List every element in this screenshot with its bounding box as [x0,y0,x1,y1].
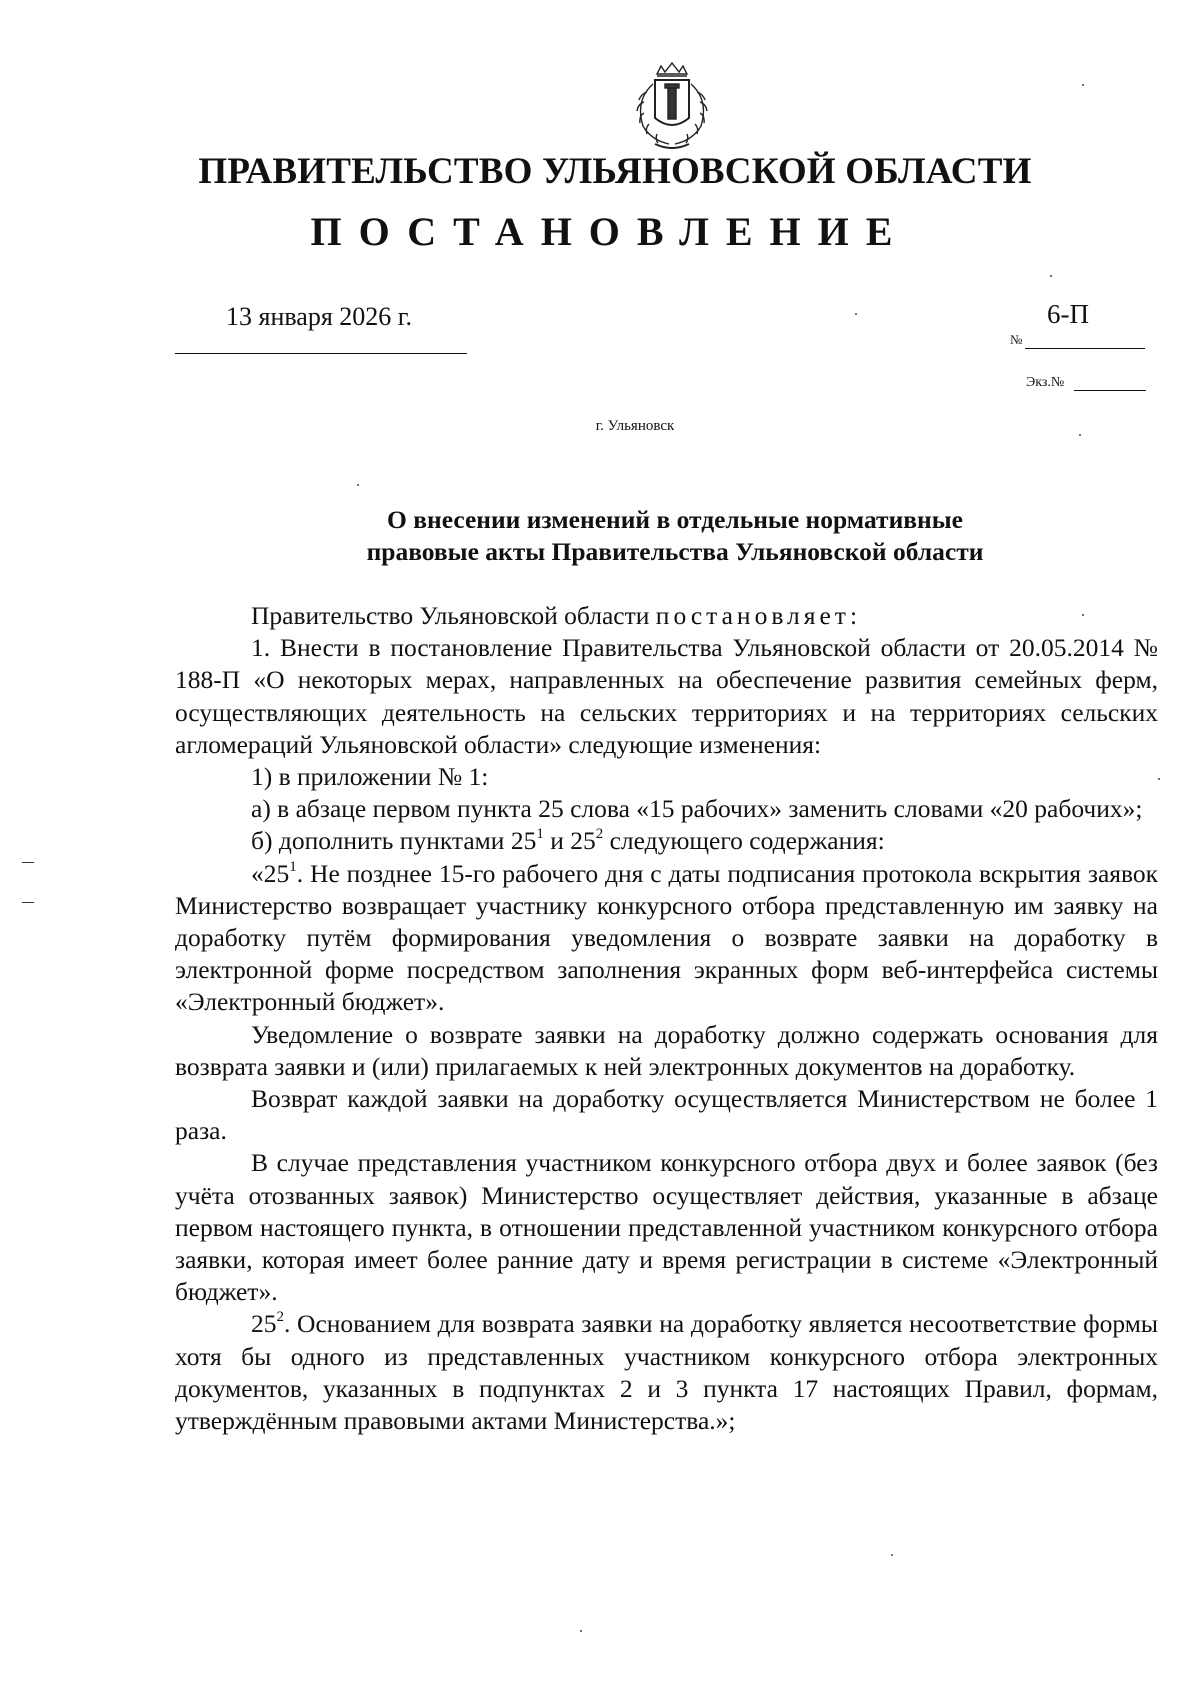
p5-text-a: «25 [251,858,290,888]
document-number: 6-П [1047,299,1089,329]
organization-title: ПРАВИТЕЛЬСТВО УЛЬЯНОВСКОЙ ОБЛАСТИ [198,151,1032,192]
margin-mark [22,902,34,903]
paragraph-1: 1. Внести в постановление Правительства Ульяновской области от 20.05.2014 № 188-П «О некоторых мерах, направленных на обеспечение развития семейных ферм, осуществляющих деятельность на сельских территориях и на территориях сельских агломераций Ульяновской области» следующие изменения: [175,633,1158,759]
paragraph-preamble [175,600,1158,632]
p9-text-b: . Основанием для возврата заявки на доработку является несоответствие формы хотя бы одного из представленных участником конкурсного отбора электронных документов, указанных в подпунктах 2 и 3 пункта 17 настоящих Правил, формам, утверждённым правовыми актами Министерства.»; [175,1309,1158,1436]
heading-line-1: О внесении изменений в отдельные нормативные [387,505,963,534]
scan-speck [891,1554,893,1556]
paragraph-3: а) в абзаце первом пункта 25 слова «15 рабочих» заменить словами «20 рабочих»; [251,794,1143,824]
p9-text-a: 25 [251,1309,277,1339]
p4-superscript-2: 2 [595,826,604,843]
copy-number-label: Экз.№ [1026,375,1065,390]
paragraph-2: 1) в приложении № 1: [251,762,489,792]
document-heading [175,504,1175,568]
number-underline [1025,348,1145,349]
scan-speck [1082,614,1084,616]
paragraph-8: В случае представления участником конкурсного отбора двух и более заявок (без учёта отозванных заявок) Министерство осуществляет действия, указанные в абзаце первом настоящего пункта, в отношении представленной участником конкурсного отбора заявки, которая имеет более ранние дату и время регистрации в системе «Электронный бюджет». [175,1148,1158,1307]
p5-superscript: 1 [289,858,297,875]
scan-speck [580,1630,582,1632]
document-body [175,600,1158,1437]
paragraph-5 [175,858,1158,1019]
scan-speck [1079,434,1081,436]
paragraph-7: Возврат каждой заявки на доработку осуществляется Министерством не более 1 раза. [175,1084,1158,1146]
heading-line-2: правовые акты Правительства Ульяновской области [366,537,984,566]
paragraph-6: Уведомление о возврате заявки на доработку должно содержать основания для возврата заявки и (или) прилагаемых к ней электронных документов на доработку. [175,1019,1158,1081]
margin-mark [22,862,34,863]
city: г. Ульяновск [595,418,675,434]
paragraph-4 [175,825,1158,857]
scan-speck [855,313,857,315]
scan-speck [1158,778,1160,780]
preamble-text: Правительство Ульяновской области [251,601,656,630]
p5-text-b: . Не позднее 15-го рабочего дня с даты подписания протокола вскрытия заявок Министерство возвращает участнику конкурсного отбора представленную им заявку на доработку путём формирования уведомления о возврате заявки на доработку в электронной форме посредством заполнения экранных форм веб-интерфейса системы «Электронный бюджет». [175,858,1158,1017]
p4-text-c: следующего содержания: [603,826,885,856]
preamble-spaced-word: постановляет [655,601,850,630]
scan-speck [1082,84,1084,86]
p4-text-a: б) дополнить пунктами 25 [251,826,537,856]
document-date: 13 января 2026 г. [226,302,413,331]
copy-number-underline [1074,390,1146,391]
p9-superscript: 2 [276,1309,284,1326]
p4-superscript-1: 1 [536,826,544,843]
number-label: № [1010,332,1023,347]
p4-text-b: и 25 [543,826,596,856]
document-type-title: ПОСТАНОВЛЕНИЕ [310,209,910,254]
paragraph-9 [175,1308,1158,1437]
preamble-suffix: : [849,601,858,630]
date-underline [175,353,467,354]
scan-speck [1050,275,1052,277]
coat-of-arms-icon [617,60,727,155]
scan-speck [357,484,359,486]
